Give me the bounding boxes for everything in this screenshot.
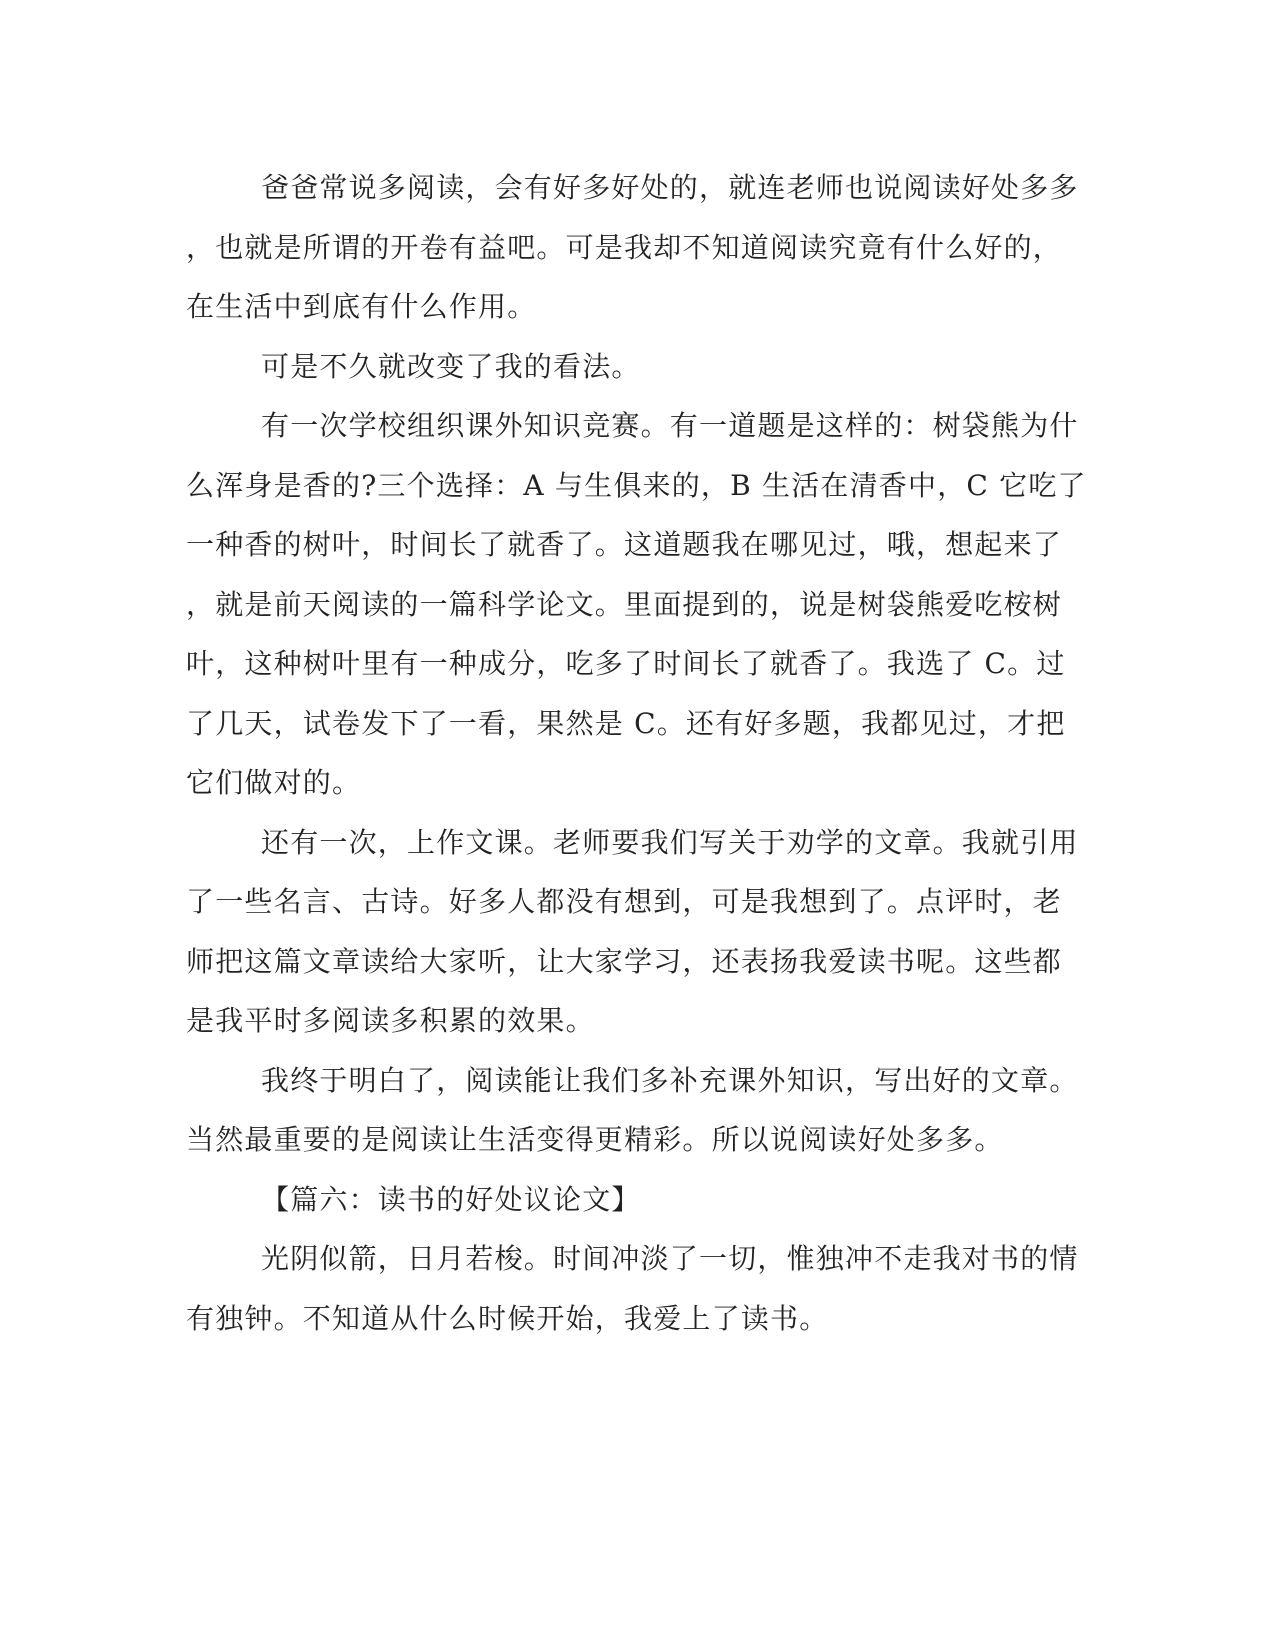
document-body bbox=[186, 158, 1087, 1348]
text-line: 有独钟。不知道从什么时候开始，我爱上了读书。 bbox=[186, 1301, 829, 1335]
text-line: ，就是前天阅读的一篇科学论文。里面提到的，说是树袋熊爱吃桉树 bbox=[186, 587, 1063, 621]
text-line: 当然最重要的是阅读让生活变得更精彩。所以说阅读好处多多。 bbox=[186, 1123, 1004, 1156]
text-line: 是我平时多阅读多积累的效果。 bbox=[186, 1004, 595, 1037]
text-line: 在生活中到底有什么作用。 bbox=[186, 290, 537, 323]
section-heading: 【篇六：读书的好处议论文】 bbox=[261, 1182, 641, 1216]
text-line: 一种香的树叶，时间长了就香了。这道题我在哪见过，哦，想起来了 bbox=[186, 528, 1063, 561]
text-line: 它们做对的。 bbox=[186, 766, 362, 799]
text-line: 可是不久就改变了我的看法。 bbox=[261, 349, 641, 383]
text-line: 有一次学校组织课外知识竞赛。有一道题是这样的：树袋熊为什 bbox=[261, 409, 1079, 442]
text-line: 还有一次，上作文课。老师要我们写关于劝学的文章。我就引用 bbox=[261, 825, 1079, 859]
text-line: 了一些名言、古诗。好多人都没有想到，可是我想到了。点评时，老 bbox=[186, 885, 1063, 918]
text-line: 叶，这种树叶里有一种成分，吃多了时间长了就香了。我选了 C。过 bbox=[186, 647, 1066, 680]
text-line: 我终于明白了，阅读能让我们多补充课外知识，写出好的文章。 bbox=[261, 1063, 1079, 1097]
text-line: 师把这篇文章读给大家听，让大家学习，还表扬我爱读书呢。这些都 bbox=[186, 944, 1063, 978]
text-line: 么浑身是香的?三个选择：A 与生俱来的，B 生活在清香中，C 它吃了 bbox=[186, 468, 1087, 502]
text-line: 爸爸常说多阅读，会有好多好处的，就连老师也说阅读好处多多 bbox=[261, 171, 1079, 204]
text-line: 光阴似箭，日月若梭。时间冲淡了一切，惟独冲不走我对书的情 bbox=[261, 1242, 1079, 1275]
text-line: ，也就是所谓的开卷有益吧。可是我却不知道阅读究竟有什么好的， bbox=[186, 230, 1063, 264]
text-line: 了几天，试卷发下了一看，果然是 C。还有好多题，我都见过，才把 bbox=[186, 706, 1066, 740]
